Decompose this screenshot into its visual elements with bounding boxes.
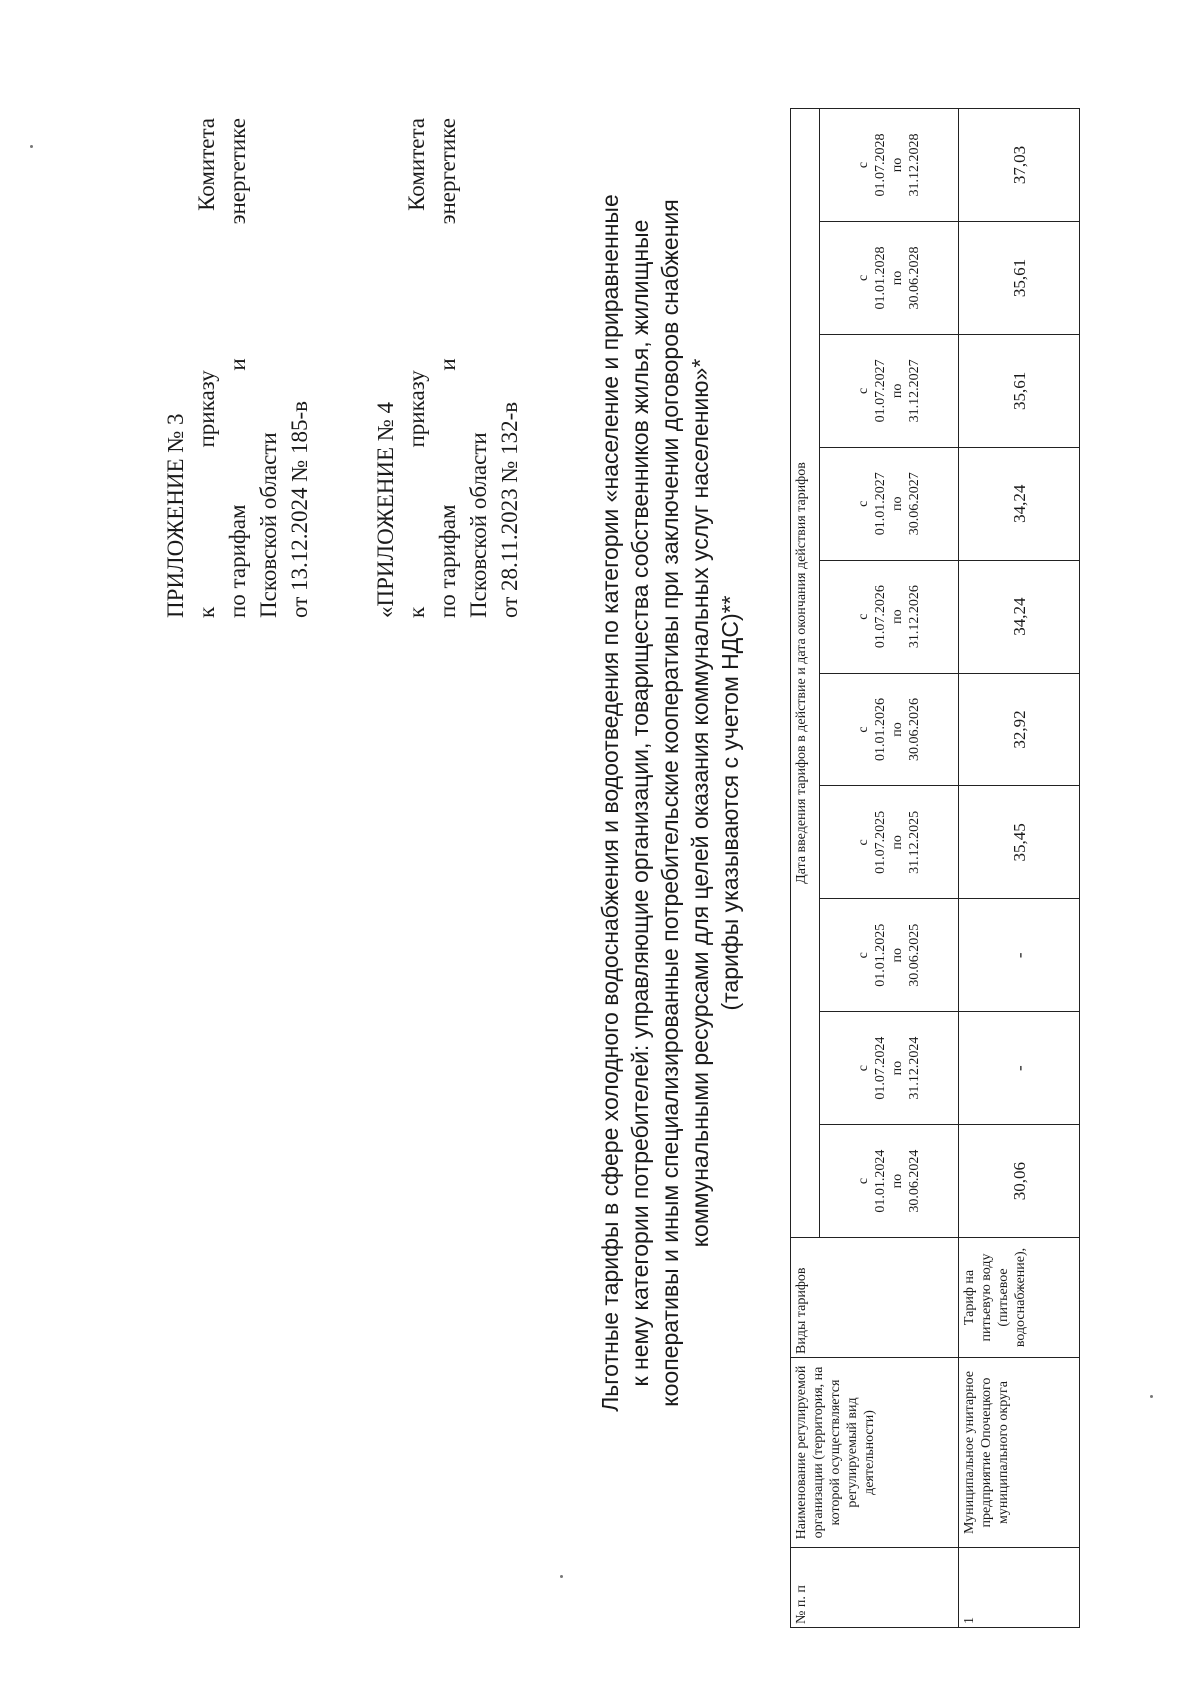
period-cell — [820, 1012, 959, 1125]
period-to: по — [890, 609, 906, 624]
period-cell — [820, 1125, 959, 1238]
title-line: (тарифы указываются с учетом НДС)** — [717, 595, 743, 1011]
period-to: по — [890, 270, 906, 286]
appendix-order-line: к приказу Комитета — [404, 118, 429, 618]
period-from: с — [856, 500, 872, 507]
period-from: с — [856, 274, 872, 282]
period-start: 01.01.2024 — [873, 1149, 889, 1213]
appendix-header-previous — [370, 118, 525, 618]
period-to: по — [890, 948, 906, 963]
tariff-value-cell: - — [959, 1012, 1080, 1125]
period-from: с — [856, 613, 872, 620]
header-dates: Дата введения тарифов в действие и дата окончания действия тарифов — [791, 109, 820, 1238]
title-line: кооперативы и иным специализированные потребительские кооперативы при заключении договоров снабжения — [657, 199, 683, 1407]
period-cell — [820, 899, 959, 1012]
tariff-value-cell: 34,24 — [959, 560, 1080, 673]
tariff-value-cell: 35,45 — [959, 786, 1080, 899]
tariff-value-cell: 30,06 — [959, 1125, 1080, 1238]
period-cell — [820, 560, 959, 673]
period-end: 31.12.2027 — [907, 359, 923, 423]
period-to: по — [890, 722, 906, 737]
period-start: 01.01.2025 — [873, 923, 889, 987]
row-num-cell: 1 — [959, 1548, 1080, 1628]
period-from: с — [856, 1177, 872, 1185]
appendix-title: «ПРИЛОЖЕНИЕ № 4 — [373, 401, 398, 618]
period-from: с — [856, 726, 872, 733]
period-start: 01.07.2027 — [873, 359, 889, 423]
tariff-value-cell: - — [959, 899, 1080, 1012]
document-title — [595, 138, 745, 1468]
period-cell — [820, 334, 959, 447]
title-line: Льготные тарифы в сфере холодного водоснабжения и водоотведения по категории «население и приравненные — [597, 194, 623, 1412]
period-end: 30.06.2028 — [907, 246, 923, 310]
period-to: по — [890, 1173, 906, 1189]
header-tariff-kind: Виды тарифов — [791, 1238, 959, 1358]
period-end: 31.12.2025 — [907, 810, 923, 874]
appendix-committee-line: по тарифам и энергетике — [435, 118, 460, 618]
period-start: 01.01.2028 — [873, 246, 889, 310]
period-cell — [820, 221, 959, 334]
appendix-date-line: от 28.11.2023 № 132-в — [497, 401, 522, 618]
row-tariff-kind-cell: Тариф на питьевую воду (питьевое водоснабжение), — [959, 1238, 1080, 1358]
tariff-value-cell: 32,92 — [959, 673, 1080, 786]
appendix-order-line: к приказу Комитета — [194, 118, 219, 618]
appendix-title: ПРИЛОЖЕНИЕ № 3 — [163, 413, 188, 618]
appendix-date-line: от 13.12.2024 № 185-в — [287, 401, 312, 618]
period-end: 30.06.2024 — [907, 1149, 923, 1213]
period-end: 30.06.2025 — [907, 923, 923, 987]
period-cell — [820, 673, 959, 786]
period-to: по — [890, 835, 906, 850]
period-end: 31.12.2028 — [907, 133, 923, 197]
period-cell — [820, 447, 959, 560]
appendix-header-current — [160, 118, 315, 618]
period-to: по — [890, 383, 906, 399]
table-header-row — [791, 109, 820, 1628]
appendix-region-line: Псковской области — [256, 432, 281, 618]
appendix-committee-line: по тарифам и энергетике — [225, 118, 250, 618]
period-from: с — [856, 387, 872, 394]
period-end: 30.06.2027 — [907, 472, 923, 536]
period-from: с — [856, 839, 872, 846]
period-cell — [820, 786, 959, 899]
title-line: к нему категории потребителей: управляющие организации, товарищества собственников жилья, жилищные — [627, 219, 653, 1387]
period-to: по — [890, 496, 906, 511]
period-start: 01.07.2028 — [873, 133, 889, 197]
header-organization: Наименование регулируемой организации (территория, на которой осуществляется регулируемый вид деятельности) — [791, 1358, 959, 1548]
scan-speck — [30, 145, 33, 148]
period-start: 01.07.2025 — [873, 810, 889, 874]
row-organization-cell: Муниципальное унитарное предприятие Опочецкого муниципального округа — [959, 1358, 1080, 1548]
scan-speck — [1150, 1395, 1153, 1398]
period-from: с — [856, 1065, 872, 1072]
period-cell — [820, 109, 959, 222]
period-to: по — [890, 1060, 906, 1076]
table-row — [959, 109, 1080, 1628]
period-to: по — [890, 157, 906, 173]
period-end: 31.12.2026 — [907, 585, 923, 649]
period-start: 01.07.2024 — [873, 1036, 889, 1100]
tariff-value-cell: 34,24 — [959, 447, 1080, 560]
header-num: № п. п — [791, 1548, 959, 1628]
period-from: с — [856, 952, 872, 959]
period-from: с — [856, 161, 872, 169]
scan-speck — [560, 1575, 563, 1578]
period-start: 01.07.2026 — [873, 585, 889, 649]
title-line: коммунальными ресурсами для целей оказания коммунальных услуг населению»* — [687, 358, 713, 1248]
tariff-value-cell: 35,61 — [959, 334, 1080, 447]
period-start: 01.01.2026 — [873, 698, 889, 761]
tariff-table — [790, 108, 1080, 1628]
period-end: 30.06.2026 — [907, 698, 923, 761]
appendix-region-line: Псковской области — [466, 432, 491, 618]
tariff-value-cell: 37,03 — [959, 109, 1080, 222]
tariff-value-cell: 35,61 — [959, 221, 1080, 334]
period-end: 31.12.2024 — [907, 1036, 923, 1100]
period-start: 01.01.2027 — [873, 472, 889, 536]
